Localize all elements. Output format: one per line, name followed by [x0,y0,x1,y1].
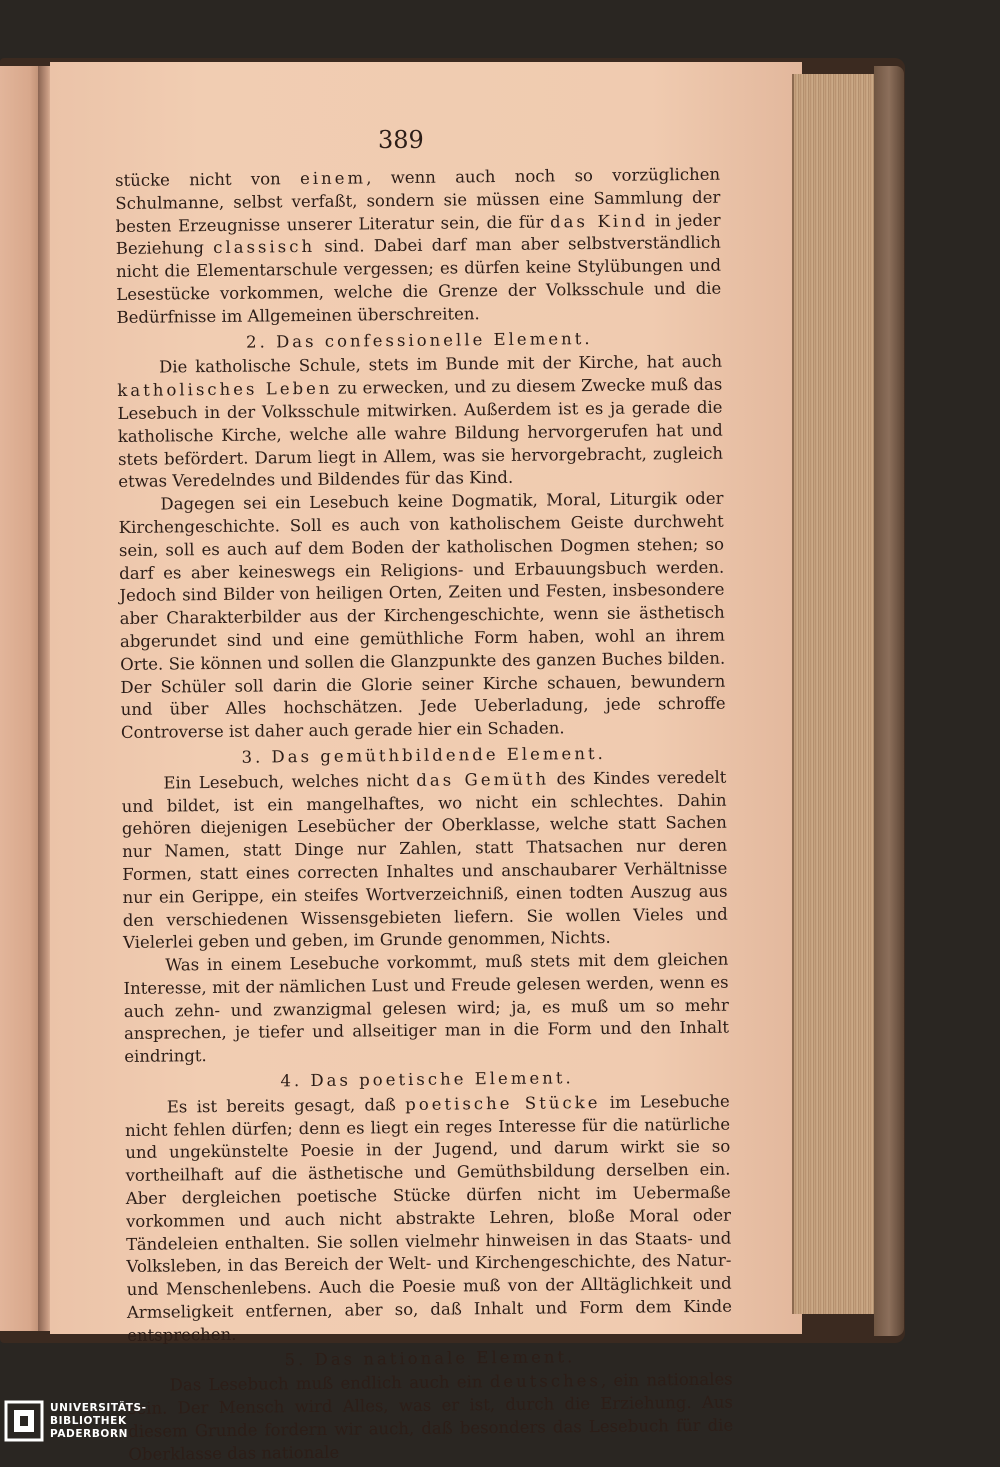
section-heading: 2. Das confessionelle Element. [245,328,593,352]
logo-line-3: PADERBORN [50,1428,129,1440]
text-run: Was in einem Lesebuche vorkommt, muß stets mit dem gleichen Interesse, mit der nämlichen Lust und Freude gelesen werden, wenn es auch zehn- und zwanzigmal gelesen wird; ja, es muß um so mehr ansprechen, je tiefer und allseitiger man in die Form und den Inhalt eindringt. [123,949,730,1067]
text-run: Ein Lesebuch, welches nicht [163,770,417,793]
text-run: , ein nationales sein. Der Mensch wird Alles, was er ist, durch die Erziehung. Aus diesem Grunde fordern wir auch, daß besonders das Lesebuch für die Oberklasse das nationale [127,1370,734,1464]
text-run: zu erwecken, und zu diesem Zwecke muß das Lesebuch in der Volksschule mitwirken. Außerdem ist es ja gerade die katholische Kirche, welche alle wahre Bildung hervorgerufen hat und stets befördert. Darum liegt in Allem, was sie hervorgebracht, zugleich etwas Veredelndes und Bildendes für das Kind. [117,374,724,492]
section-heading: 3. Das gemüthbildende Element. [241,743,606,767]
logo-line-2: BIBLIOTHEK [50,1415,127,1427]
body-paragraph [117,351,723,494]
text-run: im Lesebuche nicht fehlen dürfen; denn es liegt ein reges Interesse für die natürliche und ungekünstelte Poesie in der Jugend, und darum wirkt sie so vortheilhaft auf die ästhetische und Gemüthsbildung derselben ein. Aber dergleichen poetische Stücke dürfen nicht im Uebermaße vorkommen und auch nicht abstrakte Lehren, bloße Moral oder Tändeleien enthalten. Sie sollen vielmehr hinweisen in das Staats- und Volksleben, in das Bereich der Welt- und Kirchengeschichte, des Natur- und Menschenlebens. Auch die Poesie muß von der Alltäglichkeit und Armseligkeit entfernen, aber so, daß Inhalt und Form dem Kinde entsprechen. [124,1091,733,1345]
text-run: des Kindes veredelt und bildet, ist ein mangelhaftes, wo nicht ein schlechtes. Dahin gehören diejenigen Lesebücher der Oberklasse, welche statt Sachen nur Namen, statt Dinge nur Zahlen, statt Thatsachen nur deren Formen, statt eines correcten Inhaltes und anschaubarer Verhältnisse nur ein Gerippe, ein steifes Wortverzeichniß, einen todten Auszug aus den verschiedenen Wissensgebieten liefern. Sie wollen Vieles und Vielerlei geben und geben, im Grunde genommen, Nichts. [121,767,728,953]
cover-edge [874,66,904,1336]
logo-line-1: UNIVERSITÄTS- [50,1402,147,1414]
body-paragraph [121,766,728,955]
left-page-edge [0,66,42,1331]
library-logo-icon [4,1400,44,1442]
body-paragraph [128,1369,734,1467]
text-run: , wenn auch noch so vorzüglichen Schulmanne, selbst verfaßt, sondern sie müssen eine Sammlung der besten Erzeugnisse unserer Literatur sein, die für [115,164,721,236]
spaced-emphasis: deutsches [489,1371,602,1392]
page-number: 389 [378,126,424,154]
library-logo [4,1400,184,1442]
section-heading: 5. Das nationale Element. [284,1346,576,1369]
spaced-emphasis: das Kind [549,211,649,232]
text-run: in jeder Beziehung [115,210,721,259]
text-run: sind. Dabei darf man aber selbstverständlich nicht die Elementarschule vergessen; es dürfen keine Stylübungen und Lesestücke vorkommen, welche die Grenze der Volksschule und die Bedürfnisse im Allgemeinen überschreiten. [115,233,722,327]
page-body-text [115,164,734,1467]
spaced-emphasis: poetische Stücke [405,1092,601,1114]
text-run: stücke nicht von [115,169,301,190]
spaced-emphasis: katholisches Leben [117,378,333,401]
spaced-emphasis: einem [299,168,367,189]
text-run: Es ist bereits gesagt, daß [166,1094,406,1117]
page-edges [792,74,876,1314]
spaced-emphasis: classisch [213,237,316,258]
text-run: Dagegen sei ein Lesebuch keine Dogmatik, Moral, Liturgik oder Kirchengeschichte. Soll es auch von katholischem Geiste durchweht sein, soll es auch auf dem Boden der katholischen Dogmen stehen; so darf es aber keineswegs ein Religions- und Erbauungsbuch werden. Jedoch sind Bilder von heiligen Orten, Zeiten und Festen, insbesondere aber Charakterbilder aus der Kirchengeschichte, wenn sie ästhetisch abgerundet sind und eine gemüthliche Form haben, wohl an ihrem Orte. Sie können und sollen die Glanzpunkte des ganzen Buches bilden. Der Schüler soll darin die Glorie seiner Kirche schauen, bewundern und über Alles hochschätzen. Jede Ueberladung, jede schroffe Controverse ist daher auch gerade hier ein Schaden. [118,488,726,743]
text-run: Die katholische Schule, stets im Bunde mit der Kirche, hat auch [158,352,723,377]
body-paragraph [115,164,722,330]
spaced-emphasis: das Gemüth [416,769,550,790]
section-heading: 4. Das poetische Element. [280,1068,574,1091]
text-run: Das Lesebuch muß endlich auch ein [169,1372,490,1395]
body-paragraph [125,1090,733,1347]
body-paragraph [123,949,729,1069]
body-paragraph [118,488,726,745]
